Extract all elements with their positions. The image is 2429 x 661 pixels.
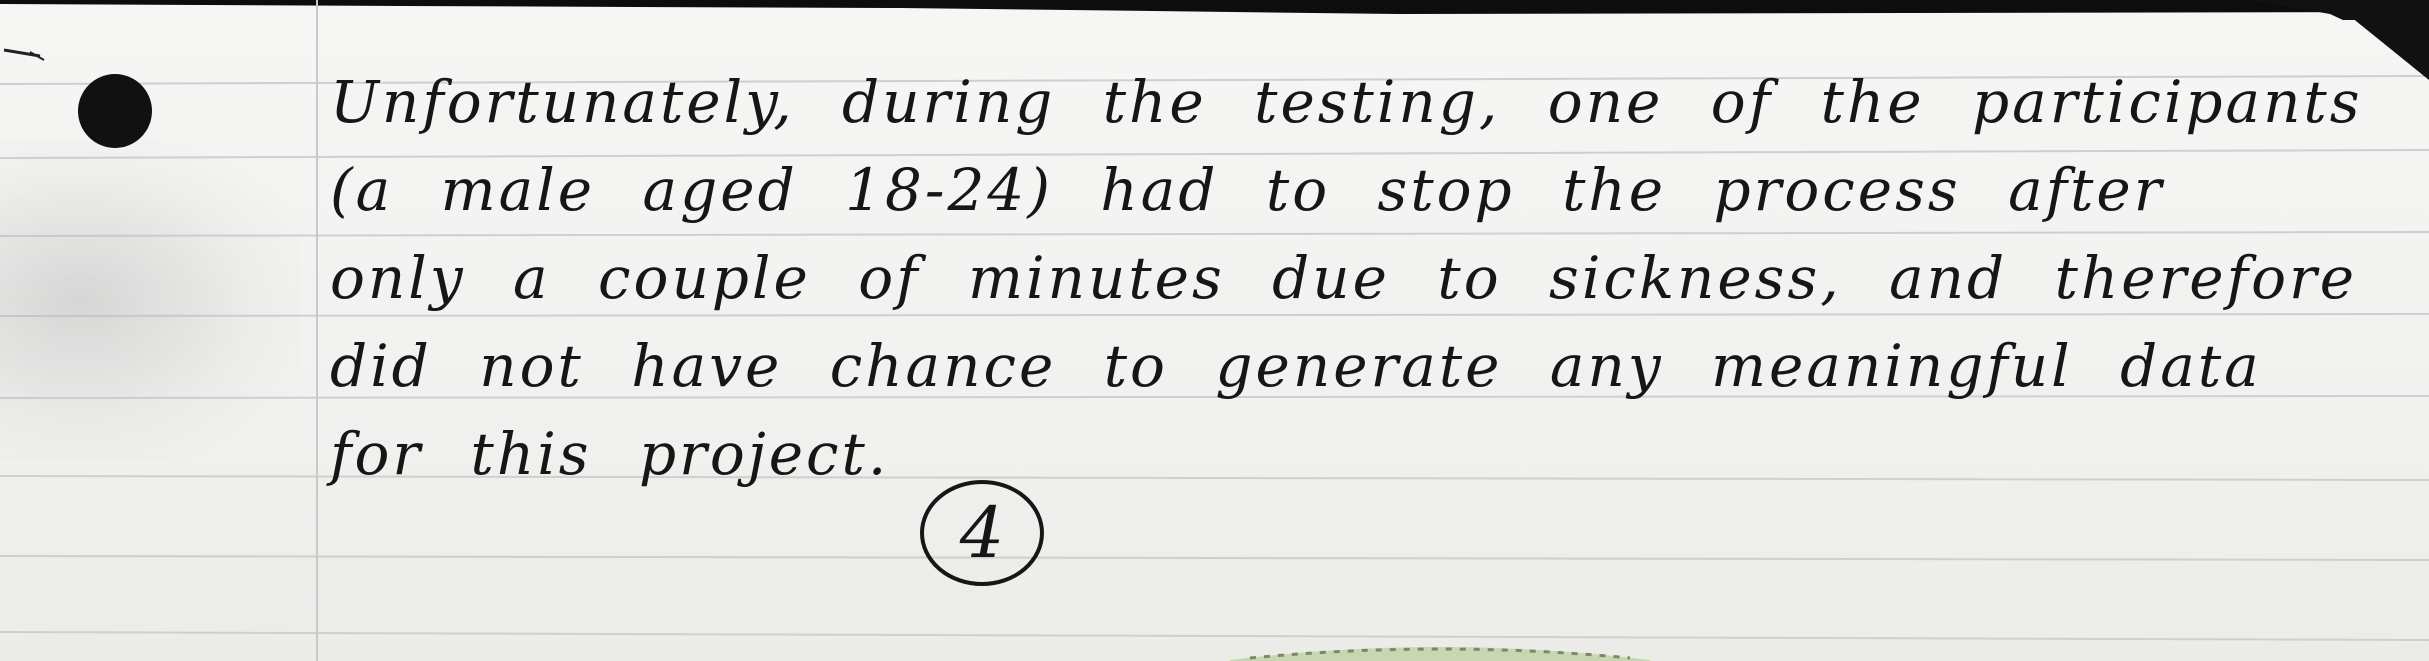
bottom-torn-edge: [1230, 640, 1650, 661]
punch-hole: [78, 74, 152, 148]
score-value: 4: [959, 492, 1005, 574]
handwritten-line: only a couple of minutes due to sickness, and therefore: [330, 244, 2358, 312]
circled-score: [916, 476, 1048, 590]
handwritten-paragraph: [330, 58, 2410, 498]
handwritten-line: for this project.: [330, 420, 890, 488]
handwritten-line: Unfortunately, during the testing, one of the participants: [330, 68, 2363, 136]
handwritten-line: (a male aged 18-24) had to stop the process after: [330, 156, 2165, 224]
top-edge-shadow: [0, 0, 2429, 20]
handwritten-line: did not have chance to generate any meaningful data: [330, 332, 2262, 400]
margin-line: [316, 0, 318, 661]
paper-shadow: [0, 140, 300, 460]
pen-mark: [0, 30, 60, 70]
